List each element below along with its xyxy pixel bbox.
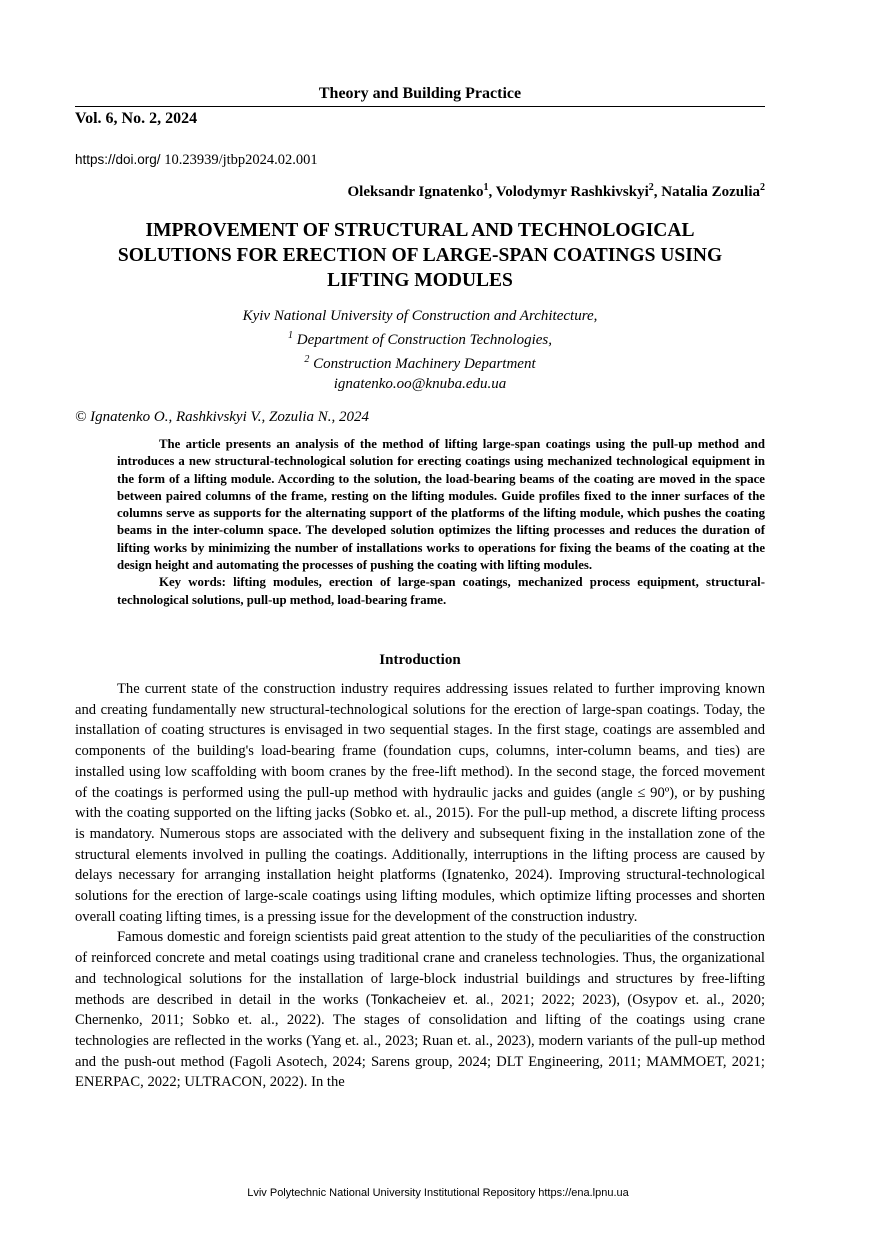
repository-footer: Lviv Polytechnic National University Institutional Repository https://ena.lpnu.ua — [247, 1187, 629, 1199]
title-line: IMPROVEMENT OF STRUCTURAL AND TECHNOLOGICAL — [145, 220, 695, 241]
article-title — [75, 218, 765, 293]
department-name: Construction Machinery Department — [313, 356, 536, 372]
header-rule — [75, 106, 765, 107]
affiliation-department-1 — [75, 326, 765, 350]
author-affiliation-mark: 2 — [760, 182, 765, 193]
author-name: Oleksandr Ignatenko — [347, 184, 484, 200]
affiliations — [75, 306, 765, 394]
affiliation-mark: 2 — [304, 354, 310, 365]
introduction-body — [75, 679, 765, 1093]
affiliation-department-2 — [75, 350, 765, 374]
citation-highlight: Tonkacheiev et. al., — [370, 991, 494, 1007]
author-affiliation-mark: 1 — [483, 182, 489, 193]
abstract — [117, 436, 765, 609]
doi-prefix[interactable]: https://doi.org/ — [75, 152, 161, 167]
title-line: SOLUTIONS FOR ERECTION OF LARGE-SPAN COATINGS USING — [117, 245, 723, 266]
keywords: Key words: lifting modules, erection of large-span coatings, mechanized process equipment, structural-technological solutions, pull-up method, load-bearing frame. — [117, 575, 765, 607]
abstract-text: The article presents an analysis of the method of lifting large-span coatings using the pull-up method and introduces a new structural-technological solution for erecting coatings using mechanized technological equipment in the form of a lifting module. According to the solution, the load-bearing beams of the coating are moved in the space between paired columns of the frame, resting on the lifting modules. Guide profiles fixed to the inner surfaces of the columns serve as supports for the alternating support of the platforms of the lifting module, which pushes the coating beams in the inter-column space. The developed solution optimizes the lifting processes and reduces the duration of lifting works by minimizing the number of installations works to operations for fixing the beams of the coating at the design height and automating the processes of pushing the coating with lifting modules. — [117, 437, 765, 573]
corresponding-email[interactable]: ignatenko.oo@knuba.edu.ua — [333, 376, 507, 392]
affiliation-mark: 1 — [287, 330, 293, 341]
department-name: Department of Construction Technologies, — [296, 332, 553, 348]
doi-id[interactable]: 10.23939/jtbp2024.02.001 — [164, 152, 318, 168]
author-name: Natalia Zozulia — [661, 184, 760, 200]
author-list: Oleksandr Ignatenko$^1$, Volodymyr Rashkivskyi$^2$, Natalia Zozulia$^2$ — [347, 182, 765, 200]
volume-issue: Vol. 6, No. 2, 2024 — [75, 110, 198, 127]
paragraph: The current state of the construction industry requires addressing issues related to further improving known and creating fundamentally new structural-technological solutions for the erection of large-span coatings. Today, the installation of coating structures is envisaged in two sequential stages. In the first stage, coatings are assembled and components of the building's load-bearing frame (foundation cups, columns, inter-column beams, and ties) are installed using low scaffolding with boom cranes by the free-lift method). In the second stage, the forced movement of the coatings is performed using the pull-up method with hydraulic jacks and guides (angle ≤ 90º), or by pushing with the coating supported on the lifting jacks (Sobko et. al., 2015). For the pull-up method, a discrete lifting process is mandatory. Numerous stops are associated with the delivery and subsequent fixing in the installation zone of the structural elements involved in pulling the coatings. Additionally, interruptions in the lifting process are caused by delays necessary for arranging installation height platforms (Ignatenko, 2024). Improving structural-technological solutions for the erection of large-scale coatings using lifting modules, which optimize lifting processes and shorten overall coating lifting times, is a pressing issue for the development of the construction industry. — [75, 681, 765, 925]
author-name: Volodymyr Rashkivskyi — [495, 184, 649, 200]
section-heading: Introduction — [379, 652, 461, 668]
title-line: LIFTING MODULES — [327, 270, 513, 291]
author-affiliation-mark: 2 — [648, 182, 654, 193]
journal-name: Theory and Building Practice — [318, 85, 522, 102]
copyright-notice: © Ignatenko O., Rashkivskyi V., Zozulia N., 2024 — [75, 409, 370, 425]
paragraph-text: Famous domestic and foreign scientists paid great attention to the study of the peculiarities of the construction of reinforced concrete and metal coatings using traditional crane and craneless technologies. Thus, the organizational and technological solutions for the installation of large-block industrial buildings and structures by free-lifting methods are described in detail in the works ( — [75, 929, 765, 1008]
doi-line — [75, 150, 318, 170]
paragraph — [75, 927, 765, 1093]
paragraph-text: 2021; 2022; 2023), (Osypov et. al., 2020; Chernenko, 2011; Sobko et. al., 2022). The stages of consolidation and lifting of the coatings using crane technologies are reflected in the works (Yang et. al., 2023; Ruan et. al., 2023), modern variants of the pull-up method and the push-out method (Fagoli Asotech, 2024; Sarens group, 2024; DLT Engineering, 2011; MAMMOET, 2021; ENERPAC, 2022; ULTRACON, 2022). In the — [75, 991, 765, 1091]
affiliation-university: Kyiv National University of Construction and Architecture, — [242, 308, 598, 324]
